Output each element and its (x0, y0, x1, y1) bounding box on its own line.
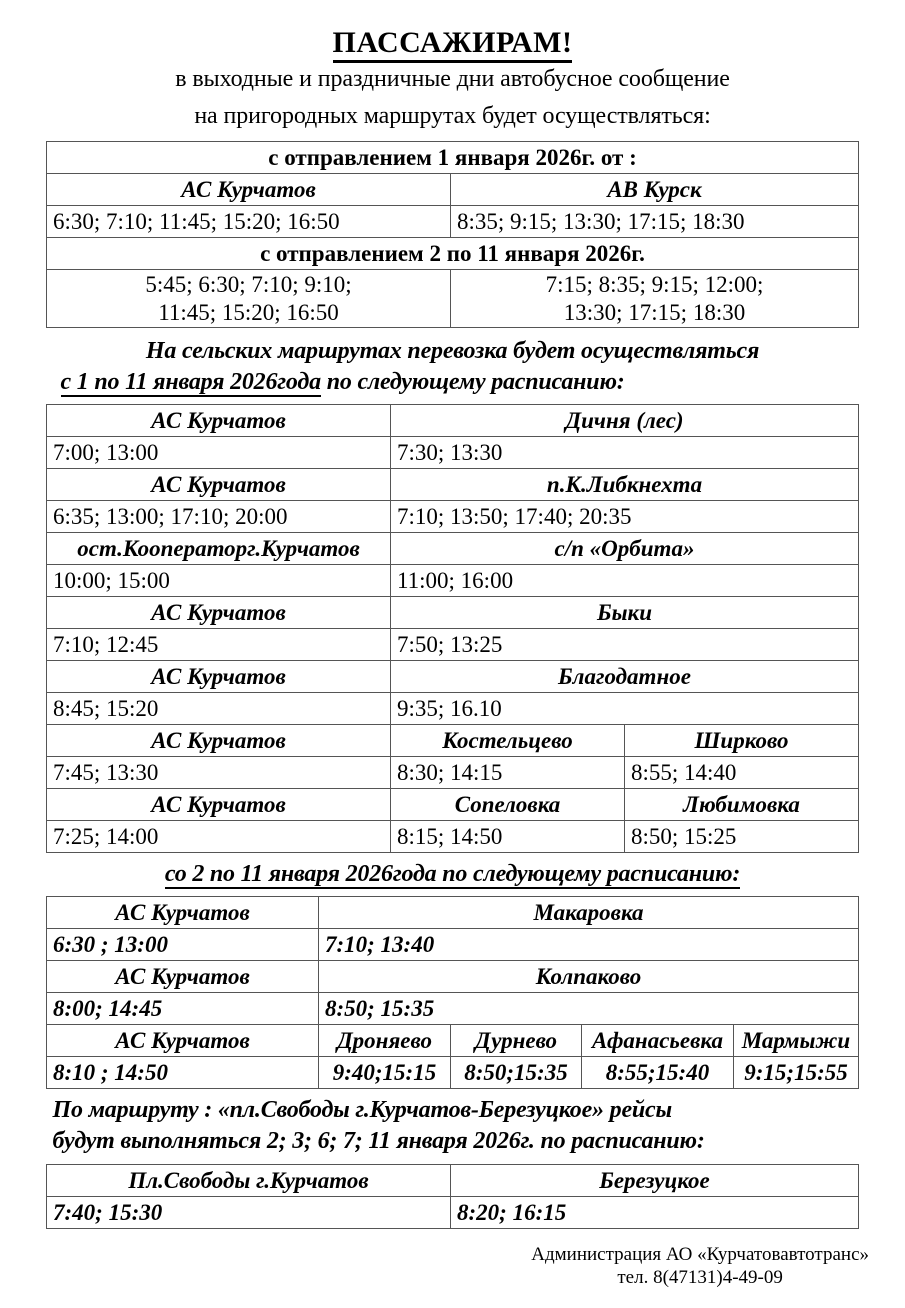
rural1-origin-header-6: АС Курчатов (47, 789, 391, 821)
table-row (47, 533, 859, 565)
rural1-origin-header-3: АС Курчатов (47, 597, 391, 629)
table-row (47, 142, 859, 174)
rural1-dest1-times-6: 8:15; 14:50 (391, 821, 625, 853)
table-row (47, 789, 859, 821)
footer (531, 1244, 869, 1290)
intercity-dest-header: АВ Курск (451, 174, 859, 206)
berezuckoe-origin-header: Пл.Свободы г.Курчатов (47, 1164, 451, 1196)
footer-phone: тел. 8(47131)4-49-09 (617, 1267, 783, 1289)
intercity-origin-times-line2: 11:45; 15:20; 16:50 (158, 299, 339, 325)
rural1-dest1-header-5: Костельцево (391, 725, 625, 757)
rural1-origin-header-5: АС Курчатов (47, 725, 391, 757)
table-row (46, 993, 858, 1025)
rural2-dest-times-1: 8:50; 15:35 (318, 993, 858, 1025)
multi-dest3-header: Афанасьевка (581, 1025, 733, 1057)
table-row (47, 821, 859, 853)
rural2-origin-times-0: 6:30 ; 13:00 (46, 929, 318, 961)
rural1-origin-header-4: АС Курчатов (47, 661, 391, 693)
rural2-origin-header-0: АС Курчатов (46, 897, 318, 929)
rural1-origin-header-2: ост.Кооператорг.Курчатов (47, 533, 391, 565)
intro-line-2: на пригородных маршрутах будет осуществляться: (194, 102, 711, 129)
multi-dest4-header: Мармыжи (733, 1025, 858, 1057)
rural-schedule-table-1 (46, 404, 859, 853)
multi-dest4-times: 9:15;15:55 (733, 1057, 858, 1089)
intro-line-1: в выходные и праздничные дни автобусное сообщение (175, 66, 730, 92)
table-row (47, 206, 859, 238)
rural-schedule-table-2 (46, 896, 859, 1089)
rural1-dest1-times-5: 8:30; 14:15 (391, 757, 625, 789)
rural1-origin-times-5: 7:45; 13:30 (47, 757, 391, 789)
rural-heading-1-dates: с 1 по 11 января 2026года (60, 368, 321, 395)
rural-heading-1-line2-rest: по следующему расписанию: (320, 368, 625, 395)
rural2-origin-header-1: АС Курчатов (46, 961, 318, 993)
table-row (47, 469, 859, 501)
berezuckoe-heading-line1: По маршруту : «пл.Свободы г.Курчатов-Березуцкое» рейсы (52, 1097, 672, 1124)
intercity-schedule-table (46, 141, 859, 327)
multi-dest3-times: 8:55;15:40 (581, 1057, 733, 1089)
rural1-dest2-times-6: 8:50; 15:25 (625, 821, 859, 853)
table-row (46, 929, 858, 961)
rural1-origin-times-1: 6:35; 13:00; 17:10; 20:00 (47, 501, 391, 533)
multi-origin-times: 8:10 ; 14:50 (46, 1057, 318, 1089)
poster-page (0, 28, 905, 1308)
footer-organization: Администрация АО «Курчатовавтотранс» (531, 1244, 869, 1266)
intercity-dest-times-jan1: 8:35; 9:15; 13:30; 17:15; 18:30 (451, 206, 859, 238)
berezuckoe-heading (47, 1095, 859, 1157)
multi-dest2-times: 8:50;15:35 (450, 1057, 581, 1089)
rural1-dest2-times-5: 8:55; 14:40 (625, 757, 859, 789)
table-row (47, 270, 859, 327)
rural1-origin-header-1: АС Курчатов (47, 469, 391, 501)
table-row (47, 597, 859, 629)
table-row (46, 897, 858, 929)
table-row (47, 693, 859, 725)
rural1-origin-times-3: 7:10; 12:45 (47, 629, 391, 661)
table-row (47, 1196, 859, 1228)
rural1-dest-times-4: 9:35; 16.10 (391, 693, 859, 725)
intercity-origin-times-jan1: 6:30; 7:10; 11:45; 15:20; 16:50 (47, 206, 451, 238)
intercity-origin-header: АС Курчатов (47, 174, 451, 206)
intercity-banner-jan1: с отправлением 1 января 2026г. от : (47, 142, 859, 174)
intercity-dest-times-jan2-11 (451, 270, 859, 327)
intercity-origin-times-jan2-11 (47, 270, 451, 327)
intercity-dest-times-line1: 7:15; 8:35; 9:15; 12:00; (545, 272, 764, 298)
rural1-dest-header-2: с/п «Орбита» (391, 533, 859, 565)
table-row (47, 661, 859, 693)
multi-dest1-times: 9:40;15:15 (318, 1057, 450, 1089)
rural2-dest-times-0: 7:10; 13:40 (318, 929, 858, 961)
berezuckoe-heading-line2: будут выполняться 2; 3; 6; 7; 11 января 2026г. по расписанию: (52, 1128, 705, 1155)
rural1-dest-header-4: Благодатное (391, 661, 859, 693)
page-title (0, 28, 905, 58)
rural1-origin-times-4: 8:45; 15:20 (47, 693, 391, 725)
table-row (46, 1025, 858, 1057)
rural1-origin-times-6: 7:25; 14:00 (47, 821, 391, 853)
table-row (47, 174, 859, 206)
table-row (47, 629, 859, 661)
multi-origin-header: АС Курчатов (46, 1025, 318, 1057)
rural1-origin-times-2: 10:00; 15:00 (47, 565, 391, 597)
table-row (47, 238, 859, 270)
rural1-dest-header-0: Дичня (лес) (391, 405, 859, 437)
intercity-banner-jan2-11: с отправлением 2 по 11 января 2026г. (47, 238, 859, 270)
rural1-dest-times-1: 7:10; 13:50; 17:40; 20:35 (391, 501, 859, 533)
rural2-dest-header-1: Колпаково (318, 961, 858, 993)
table-row (47, 437, 859, 469)
table-row (47, 1164, 859, 1196)
berezuckoe-dest-header: Березуцкое (451, 1164, 859, 1196)
rural2-origin-times-1: 8:00; 14:45 (46, 993, 318, 1025)
rural1-dest2-header-5: Ширково (625, 725, 859, 757)
rural1-origin-times-0: 7:00; 13:00 (47, 437, 391, 469)
rural-heading-2-dates: со 2 по 11 января 2026года по следующему расписанию: (164, 861, 741, 888)
rural1-dest1-header-6: Сопеловка (391, 789, 625, 821)
rural1-dest-times-2: 11:00; 16:00 (391, 565, 859, 597)
intercity-dest-times-line2: 13:30; 17:15; 18:30 (563, 299, 746, 325)
table-row (47, 757, 859, 789)
rural1-dest-times-0: 7:30; 13:30 (391, 437, 859, 469)
rural1-origin-header-0: АС Курчатов (47, 405, 391, 437)
rural-heading-2 (47, 859, 859, 890)
table-row (47, 565, 859, 597)
rural-heading-2-text (47, 859, 859, 890)
berezuckoe-origin-times: 7:40; 15:30 (47, 1196, 451, 1228)
rural1-dest-header-3: Быки (391, 597, 859, 629)
table-row (47, 405, 859, 437)
table-row (47, 501, 859, 533)
multi-dest2-header: Дурнево (450, 1025, 581, 1057)
rural2-dest-header-0: Макаровка (318, 897, 858, 929)
multi-dest1-header: Дроняево (318, 1025, 450, 1057)
rural1-dest2-header-6: Любимовка (625, 789, 859, 821)
rural1-dest-header-1: п.К.Либкнехта (391, 469, 859, 501)
rural-heading-1-line1: На сельских маршрутах перевозка будет осуществляться (145, 337, 760, 364)
intercity-origin-times-line1: 5:45; 6:30; 7:10; 9:10; (145, 272, 352, 298)
berezuckoe-schedule-table (46, 1164, 859, 1229)
table-row (46, 1057, 858, 1089)
table-row (46, 961, 858, 993)
rural-heading-1-line2 (47, 367, 859, 398)
rural1-dest-times-3: 7:50; 13:25 (391, 629, 859, 661)
rural-heading-1 (47, 336, 859, 398)
berezuckoe-dest-times: 8:20; 16:15 (451, 1196, 859, 1228)
table-row (47, 725, 859, 757)
page-title-text: ПАССАЖИРАМ! (333, 26, 573, 63)
